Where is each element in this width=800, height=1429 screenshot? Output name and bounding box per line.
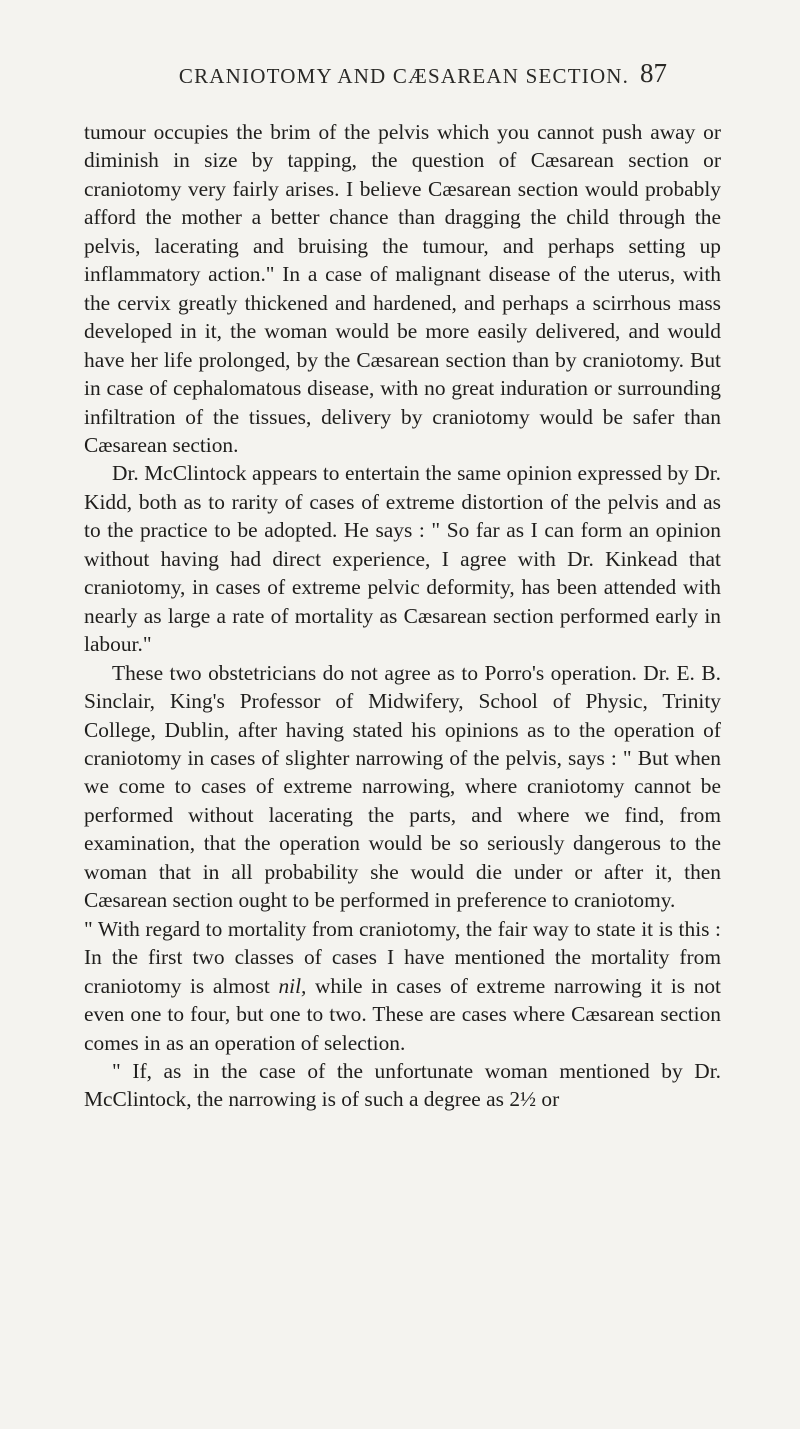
paragraph-3: These two obstetricians do not agree as to Porro's operation. Dr. E. B. Sinclair, King's Professor of Midwifery, School of Physic, Trinity College, Dublin, after having stated his opinions as to the operation of craniotomy in cases of slighter narrowing of the pelvis, says : " But when we come to cases of extreme narrowing, where craniotomy cannot be performed without lacerating the parts, and where we find, from examination, that the operation would be so seriously dangerous to the woman that in all probability she would die under or after it, then Cæsarean section ought to be performed in preference to craniotomy. — [84, 660, 721, 913]
body-text — [84, 118, 721, 1114]
paragraph-4-text-b: while in cases of extreme narrowing it is not even one to four, but one to two. These are cases where Cæsarean section comes in as an operation of selection. — [84, 973, 721, 1055]
paragraph-4-text-a: " With regard to mortality from craniotomy, the fair way to state it is this : In the first two classes of cases I have mentioned the mortality from craniotomy is almost — [84, 916, 721, 998]
paragraph-1: tumour occupies the brim of the pelvis which you cannot push away or diminish in size by tapping, the question of Cæsarean section or craniotomy very fairly arises. I believe Cæsarean section would probably afford the mother a better chance than dragging the child through the pelvis, lacerating and bruising the tumour, and perhaps setting up inflammatory action." In a case of malignant disease of the uterus, with the cervix greatly thickened and hardened, and perhaps a scirrhous mass developed in it, the woman would be more easily delivered, and would have her life prolonged, by the Cæsarean section than by craniotomy. But in case of cephalomatous disease, with no great induration or surrounding infiltration of the tissues, delivery by craniotomy would be safer than Cæsarean section. — [84, 120, 721, 457]
paragraph-4 — [84, 915, 721, 1057]
paragraph-2: Dr. McClintock appears to entertain the same opinion expressed by Dr. Kidd, both as to rarity of cases of extreme distortion of the pelvis and as to the practice to be adopted. He says : " So far as I can form an opinion without having had direct experience, I agree with Dr. Kinkead that craniotomy, in cases of extreme pelvic deformity, has been attended with nearly as large a rate of mortality as Cæsarean section performed early in labour." — [84, 461, 721, 657]
running-title: CRANIOTOMY AND CÆSAREAN SECTION. — [178, 64, 630, 88]
paragraph-4-italic: nil, — [278, 973, 307, 998]
paragraph-5: " If, as in the case of the unfortunate woman mentioned by Dr. McClintock, the narrowing is of such a degree as 2½ or — [84, 1058, 721, 1112]
page-number: 87 — [640, 58, 667, 88]
